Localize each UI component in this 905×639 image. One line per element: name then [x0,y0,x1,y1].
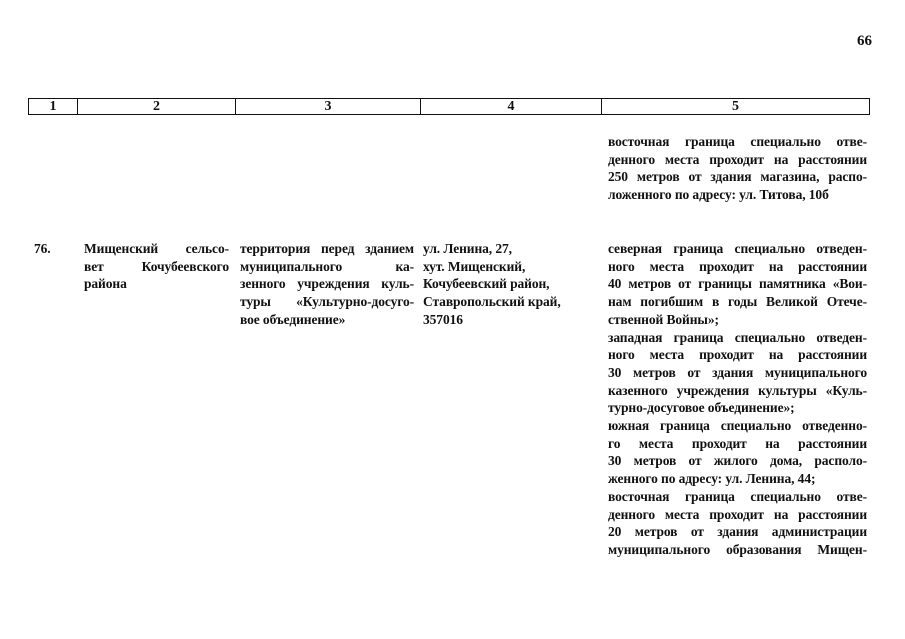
text-line: 250 метров от здания магазина, распо- [608,169,867,185]
text-line: 357016 [423,311,463,327]
text-line: туры «Культурно-досуго- [240,294,414,310]
text-line: ного места проходит на расстоянии [608,258,867,274]
table-header-row [28,98,870,115]
text-line: зенного учреждения куль- [240,276,414,292]
text-line: вое объединение» [240,311,346,327]
header-col-4: 4 [421,99,602,114]
header-col-5: 5 [732,98,739,114]
text-line: денного места проходит на расстоянии [608,506,867,522]
text-line: восточная граница специально отве- [608,488,867,504]
row-number [34,240,74,258]
text-line: вет Кочубеевского [84,258,229,274]
text-line: го места проходит на расстоянии [608,435,867,451]
text-line: Кочубеевский район, [423,276,550,292]
text-line: денного места проходит на расстоянии [608,151,867,167]
text-line: 30 метров от здания муниципального [608,364,867,380]
text-line: ложенного по адресу: ул. Титова, 10б [608,187,829,203]
text-line: женного по адресу: ул. Ленина, 44; [608,471,816,487]
text-line: ного места проходит на расстоянии [608,347,867,363]
text-line: 30 метров от жилого дома, располо- [608,453,867,469]
text-line: восточная граница специально отве- [608,134,867,149]
text-line: нам погибшим в годы Великой Отече- [608,294,867,310]
text-line: западная граница специально отведен- [608,329,867,345]
row-col5-boundaries [608,240,867,559]
text-line: южная граница специально отведенно- [608,418,867,434]
text-line: ул. Ленина, 27, [423,241,512,256]
text-line: 20 метров от здания администрации [608,524,867,540]
text-line: северная граница специально отведен- [608,241,867,256]
header-col-2: 2 [78,99,236,114]
text-line: Мищенский сельсо- [84,241,229,256]
text-line: ственной Войны»; [608,311,719,327]
text-line: 40 метров от границы памятника «Вои- [608,276,867,292]
text-line: муниципального ка- [240,258,414,274]
header-col-1: 1 [29,99,78,114]
text-line: Ставропольский край, [423,294,561,310]
text-line: муниципального образования Мищен- [608,541,867,557]
page-number: 66 [857,33,872,49]
row-col4-address [423,240,593,329]
text-line: 76. [34,241,51,256]
row-col2-subject [84,240,229,293]
row-col3-location [240,240,414,329]
text-line: района [84,276,127,292]
text-line: хут. Мищенский, [423,258,526,274]
continuation-col5 [608,133,867,204]
header-col-3: 3 [236,99,421,114]
text-line: казенного учреждения культуры «Куль- [608,382,867,398]
text-line: территория перед зданием [240,241,414,256]
text-line: турно-досуговое объединение»; [608,400,795,416]
